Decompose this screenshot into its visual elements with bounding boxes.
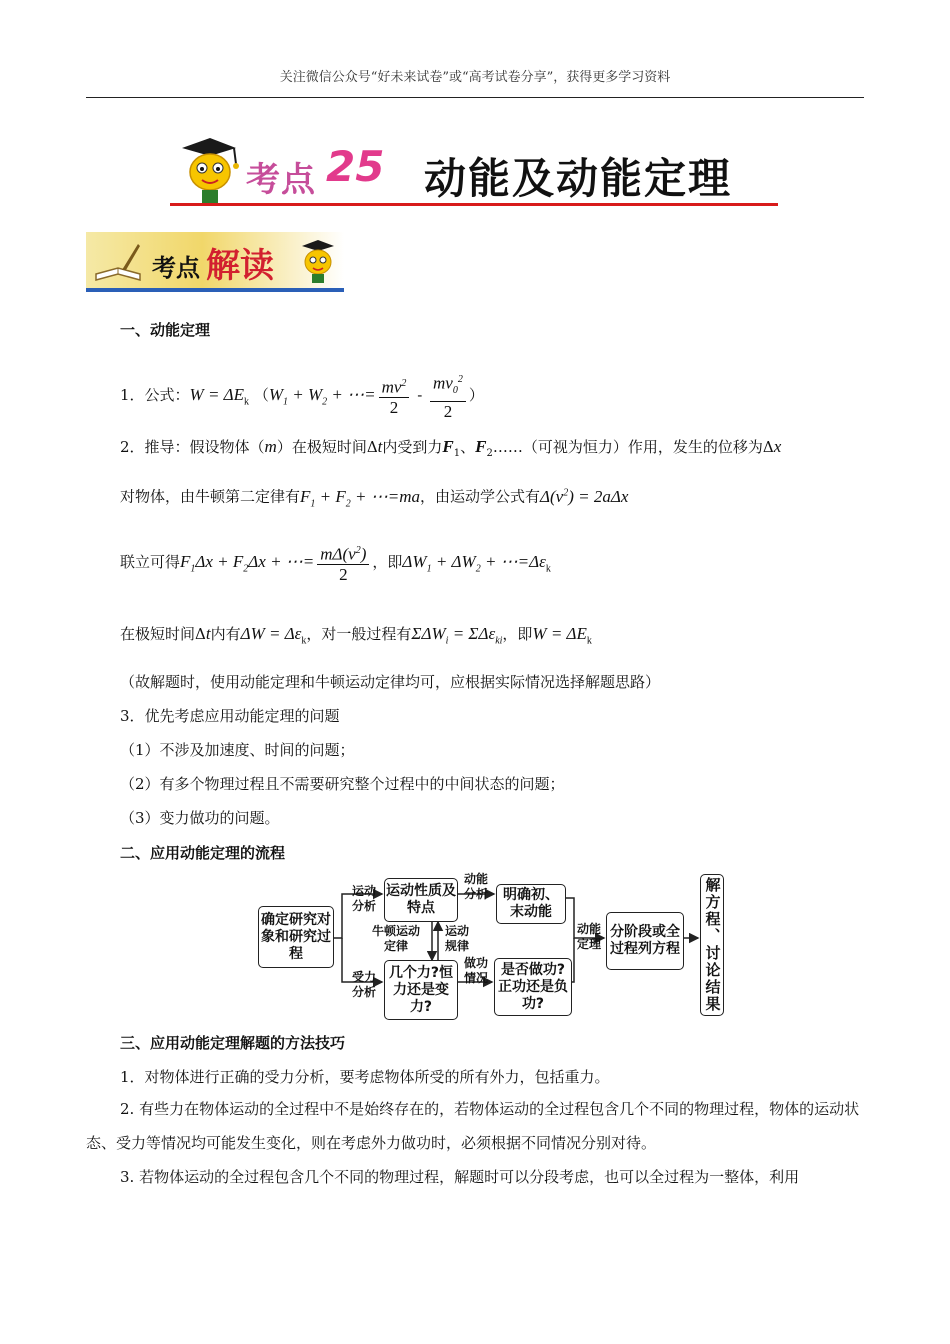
title-kaodian: 考点 [246, 160, 316, 200]
section-badge [86, 232, 344, 292]
formula-label: 1．公式： [120, 386, 190, 405]
title-banner [170, 136, 780, 208]
flow-label-ke-analysis: 动能分析 [463, 872, 488, 901]
limit-line: 在极短时间Δt内有$\Delta W = \Delta\varepsilon_k$，对一般过程有$\Sigma\Delta W_i = \Sigma\Delta\varepsilon_{ki}$，即$W = \Delta E_k$ [120, 624, 592, 647]
flow-force-box: 几个力?恒力还是变力? [384, 960, 458, 1020]
priority-heading: 3．优先考虑应用动能定理的问题 [120, 707, 340, 725]
tip-1: 1．对物体进行正确的受力分析，要考虑物体所受的所有外力，包括重力。 [120, 1068, 610, 1086]
flow-equation-box: 分阶段或全过程列方程 [606, 912, 684, 970]
kinematic-formula: $\Delta(v^2) = 2a\Delta x$ [540, 486, 629, 506]
priority-item-1: （1）不涉及加速度、时间的问题； [120, 741, 355, 759]
limit-formula-1: $\Delta W = \Delta\varepsilon_k$ [240, 624, 307, 647]
header-note: 关注微信公众号“好未来试卷”或“高考试卷分享”，获得更多学习资料 [279, 70, 671, 85]
limit-text-d: ，即 [502, 625, 533, 643]
flow-ke-box: 明确初、末动能 [496, 884, 566, 924]
flow-label-kinematics: 运动规律 [444, 924, 469, 953]
newton-formula: $F_1 + F_2$ + ⋯=ma [300, 486, 420, 510]
combine-frac: $\frac{m\Delta(v^2)}{2}$ [317, 541, 369, 586]
priority-item-3: （3）变力做功的问题。 [120, 809, 280, 827]
derivation-text-c: 内受到力 [382, 438, 443, 456]
flow-label-motion: 运动分析 [351, 884, 376, 913]
limit-text-b: 内有 [210, 625, 241, 643]
badge-kaodian: 考点 [152, 254, 200, 282]
derivation-text-d: ……（可视为恒力）作用，发生的位移为Δ [492, 438, 774, 456]
formula-line: 1．公式：$W = \Delta E_k$ （$W_1 + W_2$ + ⋯= $\frac{mv^2}{2}$ - $\frac{mv_0^2}{2}$ ） [120, 370, 484, 422]
page-title: 动能及动能定理 [424, 154, 733, 203]
mascot-small-icon [298, 238, 338, 284]
flow-label-newton: 牛顿运动定律 [371, 924, 420, 953]
derivation-line: 2．推导：假设物体（m）在极短时间Δt内受到力$F_1$、$F_2\dots\dots$（可视为恒力）作用，发生的位移为Δx [120, 437, 782, 459]
quill-book-icon [92, 240, 144, 284]
formula-expansion: $W_1 + W_2$ + ⋯= [268, 385, 376, 408]
limit-text-c: ，对一般过程有 [306, 625, 412, 643]
combine-formula: $F_1\Delta x + F_2\Delta x$ + ⋯= [180, 552, 315, 575]
mascot-icon [174, 136, 244, 206]
work-sum-formula: $\Delta W_1 + \Delta W_2$ + $\cdots=\Delta\varepsilon_k$ [402, 552, 551, 575]
formula-main: $W = \Delta E_k$ [189, 385, 250, 408]
combine-line [120, 540, 551, 591]
flow-motion-box: 运动性质及特点 [384, 878, 458, 922]
newton-line [120, 483, 628, 514]
formula-frac-initial: $\frac{mv_0^2}{2}$ [430, 370, 466, 422]
limit-formula-3: $W = \Delta E_k$ [532, 624, 592, 647]
flow-result-box: 解方程、讨论结果 [700, 874, 724, 1016]
flow-label-theorem: 动能定理 [576, 922, 601, 951]
derivation-text-b: ）在极短时间Δ [276, 438, 378, 456]
flow-label-force: 受力分析 [351, 970, 376, 999]
section1-heading: 一、动能定理 [120, 321, 211, 339]
tip-2: 2. 有些力在物体运动的全过程中不是始终存在的，若物体运动的全过程包含几个不同的物理过程，物体的运动状态、受力等情况均可能发生变化，则在考虑外力做功时，必须根据不同情况分别对待。 [86, 1100, 860, 1152]
flow-work-box: 是否做功?正功还是负功? [494, 958, 572, 1016]
limit-text-a: 在极短时间Δ [120, 625, 206, 643]
newton-text-a: 对物体，由牛顿第二定律有 [120, 487, 301, 506]
priority-item-2: （2）有多个物理过程且不需要研究整个过程中的中间状态的问题； [120, 775, 565, 793]
tip-3: 3. 若物体运动的全过程包含几个不同的物理过程，解题时可以分段考虑，也可以全过程为一整体，利用 [120, 1168, 800, 1186]
flow-start-box: 确定研究对象和研究过程 [258, 906, 334, 968]
badge-jiedu: 解读 [206, 246, 274, 286]
section2-heading: 二、应用动能定理的流程 [120, 844, 286, 862]
flow-diagram [256, 872, 726, 1022]
combine-text-a: 联立可得 [120, 553, 181, 571]
formula-frac-final: $\frac{mv^2}{2}$ [379, 374, 410, 419]
method-note: （故解题时，使用动能定理和牛顿运动定律均可，应根据实际情况选择解题思路） [120, 673, 661, 691]
section3-heading: 三、应用动能定理解题的方法技巧 [120, 1034, 346, 1052]
title-underline [170, 203, 778, 206]
limit-formula-2: $\Sigma\Delta W_i = \Sigma\Delta\varepsilon_{ki}$ [411, 624, 503, 647]
header-rule [86, 97, 864, 98]
flow-label-work: 做功情况 [463, 956, 488, 985]
title-number: 25 [326, 142, 385, 191]
combine-text-b: ，即 [372, 553, 403, 571]
derivation-text-a: 2．推导：假设物体（ [120, 438, 265, 456]
newton-text-b: ，由运动学公式有 [420, 487, 541, 506]
